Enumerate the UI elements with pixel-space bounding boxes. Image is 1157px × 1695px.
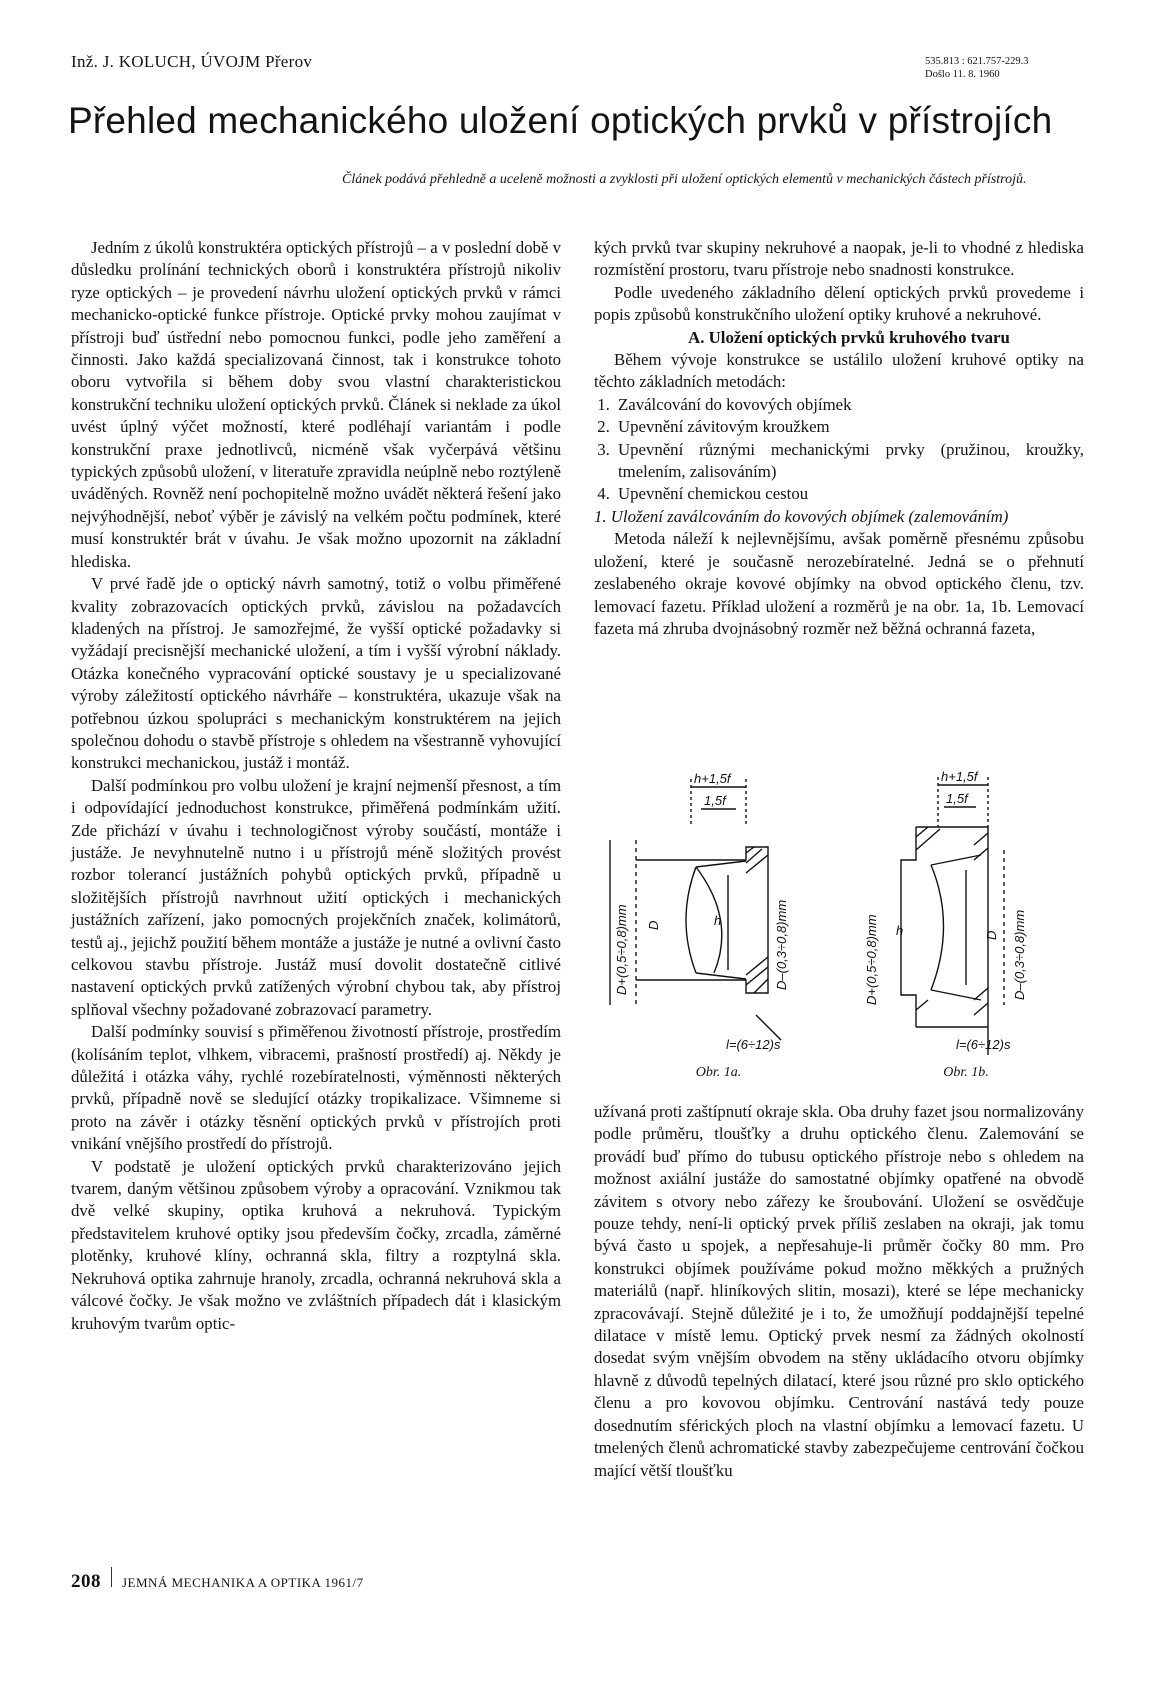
paragraph: kých prvků tvar skupiny nekruhové a naopak, je-li to vhodné z hlediska rozmístění prostoru, tvaru přístroje nebo snadnosti konstrukce. [594,238,1084,280]
dim-lens-d: D [646,920,661,930]
left-column [71,237,561,1335]
dim-thickness: h [896,923,904,938]
paragraph: V podstatě je uložení optických prvků charakterizováno jejich tvarem, daným většinou způsobem výroby a opracování. Vznikmou tak dvě velké skupiny, optika kruhová a nekruhová. Typickým představitelem kruhové optiky jsou především čočky, zrcadla, záměrné plotěnky, kruhové klíny, ochranná skla, filtry a rozptylná skla. Nekruhová optika zahrnuje hranoly, zrcadla, ochranná nekruhová skla a válcové čočky. Je však možno ve zvláštních případech dát i klasickým kruhovým tvarům optic- [71,1156,561,1333]
figure-caption: Obr. 1a. [695,1065,742,1080]
classification-code: 535.813 : 621.757-229.3 [925,56,1029,67]
page-number: 208 [71,1571,101,1592]
dim-outer-d: D+(0,5÷0,8)mm [864,914,879,1005]
methods-list [594,394,1084,506]
dim-top-total: h+1,5f [694,771,731,786]
list-item: 1. Zaválcování do kovových objímek [614,394,1084,416]
list-item: 4. Upevnění chemickou cestou [614,483,1084,505]
dim-top-total: h+1,5f [941,769,978,784]
dim-outer-d: D+(0,5÷0,8)mm [614,904,629,995]
dim-top-bevel: 1,5f [704,793,726,808]
paragraph: Během vývoje konstrukce se ustálilo uložení kruhové optiky na těchto základních metodách: [594,350,1084,392]
figure-1b [856,765,1076,1081]
figure-1a [596,765,841,1081]
section-heading: A. Uložení optických prvků kruhového tvaru [688,327,1010,347]
subsection-heading: 1. Uložení zaválcováním do kovových objímek (zalemováním) [594,506,1009,526]
article-meta [925,55,1029,81]
journal-name: JEMNÁ MECHANIKA A OPTIKA 1961/7 [122,1575,364,1590]
footer-divider [111,1567,112,1587]
received-date: Došlo 11. 8. 1960 [925,69,1000,80]
paragraph: Metoda náleží k nejlevnějšímu, avšak poměrně přesnému způsobu uložení, které je současně nerozebíratelné. Jedná se o přehnutí zeslabeného okraje kovové objímky na obvod optického členu, tzv. lemovací fazetu. Příklad uložení a rozměrů je na obr. 1a, 1b. Lemovací fazeta má zhruba dvojnásobný rozměr než běžná ochranná fazeta, [594,529,1084,638]
list-item: 3. Upevnění různými mechanickými prvky (pružinou, kroužky, tmelením, zalisováním) [614,439,1084,484]
dim-thickness: h [714,913,722,928]
article-title: Přehled mechanického uložení optických prvků v přístrojích [68,100,1053,141]
dim-inner-d: D–(0,3÷0,8)mm [774,899,789,990]
author-line: Inž. J. KOLUCH, ÚVOJM Přerov [71,52,313,71]
paragraph: Jedním z úkolů konstruktéra optických přístrojů – a v poslední době v důsledku prolínání technických oborů i konstruktéra přístrojů nikoliv ryze optických – je provedení návrhu uložení optických prvků v rámci mechanicko-optické funkce přístroje. Optické prvky mohou zaujímat v přístroji buď ústřední nebo pomocnou funkci, podle jeho zaměření a činnosti. Jako každá specializovaná činnost, tak i konstrukce tohoto oboru vytvořila si během doby svou vlastní charakteristickou konstrukční techniku uložení optických prvků. Článek si neklade za úkol uvést úplný výčet možností, které podléhají variantám i podle konstrukční praxe jednotlivců, nicméně však vyčerpává většinu typických způsobů uložení, v literatuře zpravidla neúplně nebo roztýleně uváděných. Rovněž není pochopitelně možno uvádět některá řešení jako nejvýhodnější, neboť výběr je závislý na velkém počtu podmínek, které musí konstruktér brát v úvahu. Je však možno upozornit na základní hlediska. [71,238,561,571]
right-column-bottom [594,1101,1084,1482]
lens-mount-drawing-1a [596,765,841,1065]
list-item: 2. Upevnění závitovým kroužkem [614,416,1084,438]
figure-caption: Obr. 1b. [943,1065,989,1080]
dim-inner-d: D–(0,3÷0,8)mm [1012,909,1027,1000]
lens-mount-drawing-1b [856,765,1076,1065]
right-column-top [594,237,1084,640]
dim-bottom: l=(6÷12)s [726,1037,781,1052]
dim-bottom: l=(6÷12)s [956,1037,1011,1052]
dim-top-bevel: 1,5f [946,791,968,806]
paragraph: Další podmínkou pro volbu uložení je krajní nejmenší přesnost, a tím i odpovídající jednoduchost konstrukce, přiměřená podmínkám užití. Zde přichází v úvahu i technologičnost výroby součástí, montáže i justáže. Je nevyhnutelně nutno i u přístrojů méně složitých provést rozbor tolerancí justážních pohybů optických prvků, případně u složitějších přístrojů navrhnout užití optických i mechanických justážních zařízení, jako pomocných projekčních značek, kolimátorů, testů aj., jejichž použití během montáže a justáže je nutné a ovlivní často celkovou stavbu přístroje. Justáž musí dovolit dostatečně citlivé nastavení optických prvků zatížených výrobní chybou tak, aby přístroj splňoval všechny požadované zobrazovací parametry. [71,775,561,1019]
page-footer [71,1567,364,1593]
paragraph: užívaná proti zaštípnutí okraje skla. Oba druhy fazet jsou normalizovány podle průměru, tloušťky a druhu optického členu. Zalemování se provádí buď přímo do tubusu optického přístroje nebo s ohledem na možnost axiální justáže do samostatné objímky opatřené na obvodě závitem s otvory nebo zářezy ke šroubování. Uložení se osvědčuje pouze tehdy, není-li optický prvek příliš zeslaben na okraji, jak tomu bývá často u spojek, a nepřesahuje-li průměr čočky 80 mm. Pro konstrukci objímek používáme pokud možno měkkých a pružných materiálů (např. hliníkových slitin, mosazi), které se lépe mechanicky zpracovávají. Stejně důležité je i to, že umožňují poddajnější tepelné dilatace v místě lemu. Optický prvek nesmí za žádných okolností dosedat svým vnějším obvodem na stěny ukládacího otvoru objímky hlavně z důvodů tepelných dilatací, které jsou různé pro sklo optického členu a pro kovovou objímku. Centrování nastává tedy pouze dosednutím sférických ploch na vlastní objímku a lemovací fazetu. U tmelených členů achromatické stavby zabezpečujeme centrování čočkou mající větší tloušťku [594,1102,1084,1480]
paragraph: Další podmínky souvisí s přiměřenou životností přístroje, prostředím (kolísáním teplot, vlhkem, vibracemi, prašností prostředí) aj. Někdy je důležitá i otázka váhy, rychlé rozebíratelnosti, výměnnosti některých prvků, případně nově se sledující otázky tropikalizace. Všimneme si proto na závěr i otázky těsnění optických prvků v přístrojích proti vnikání vnějšího prostředí do přístrojů. [71,1022,561,1154]
article-abstract: Článek podává přehledně a uceleně možnosti a zvyklosti při uložení optických elementů v mechanických částech přístrojů. [342,172,1027,187]
paragraph: Podle uvedeného základního dělení optických prvků provedeme i popis způsobů konstrukčního uložení optiky kruhové a nekruhové. [594,282,1084,325]
paragraph: V prvé řadě jde o optický návrh samotný, totiž o volbu přiměřené kvality zobrazovacích optických prvků, závislou na požadavcích kladených na přístroj. Je samozřejmé, že vyšší optické požadavky si vyžádají precisnější mechanické uložení, a tím i vyšší výrobní náklady. Otázka konečného vypracování optické soustavy je u specializované výroby záležitostí optického návrháře – konstruktéra, ukazuje však na potřebnou úzkou spolupráci s mechanickým konstruktérem na jejich společnou dohodu o stavbě přístroje s ohledem na všestranně vyhovující konstrukci mechanickou, justáž i montáž. [71,574,561,773]
dim-lens-d: D [984,930,999,940]
